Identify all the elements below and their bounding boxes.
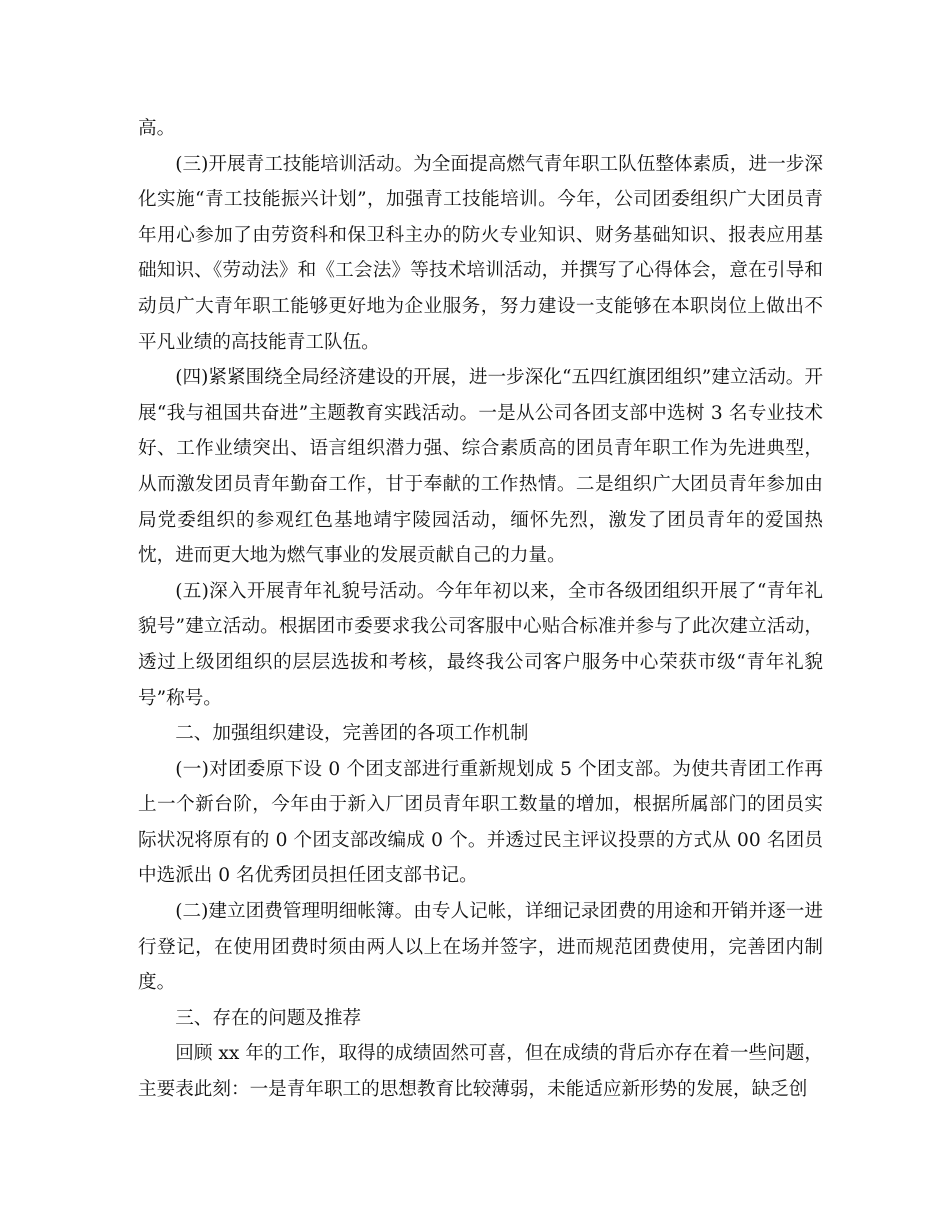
paragraph-economic-construction: (四)紧紧围绕全局经济建设的开展，进一步深化“五四红旗团组织”建立活动。开展“我与祖国共奋进”主题教育实践活动。一是从公司各团支部中选树 3 名专业技术好、工作业绩突出、语言组织潜力强、综合素质高的团员青年职工作为先进典型，从而激发团员青年勤奋工作，甘于奉献的工作热情。二是组织广大团员青年参加由局党委组织的参观红色基地靖宇陵园活动，缅怀先烈，激发了团员青年的爱国热忱，进而更大地为燃气事业的发展贡献自己的力量。: [138, 367, 823, 567]
section-heading-problems: 三、存在的问题及推荐: [175, 1007, 362, 1029]
section-heading-organization: 二、加强组织建设，完善团的各项工作机制: [175, 723, 529, 745]
paragraph-review: 回顾 xx 年的工作，取得的成绩固然可喜，但在成绩的背后亦存在着一些问题，主要表此刻：一是青年职工的思想教育比较薄弱，未能适应新形势的发展，缺乏创: [138, 1043, 823, 1101]
paragraph-branch-restructure: (一)对团委原下设 0 个团支部进行重新规划成 5 个团支部。为使共青团工作再上一个新台阶，今年由于新入厂团员青年职工数量的增加，根据所属部门的团员实际状况将原有的 0 个团支部改编成 0 个。并透过民主评议投票的方式从 00 名团员中选派出 0 名优秀团员担任团支部书记。: [138, 758, 823, 887]
paragraph-youth-civility: (五)深入开展青年礼貌号活动。今年年初以来，全市各级团组织开展了“青年礼貌号”建立活动。根据团市委要求我公司客服中心贴合标准并参与了此次建立活动，透过上级团组织的层层选拔和考核，最终我公司客户服务中心荣获市级“青年礼貌号”称号。: [138, 580, 823, 709]
document-page: [138, 111, 823, 1108]
paragraph-youth-skills-training: (三)开展青工技能培训活动。为全面提高燃气青年职工队伍整体素质，进一步深化实施“青工技能振兴计划”，加强青工技能培训。今年，公司团委组织广大团员青年用心参加了由劳资科和保卫科主办的防火专业知识、财务基础知识、报表应用基础知识、《劳动法》和《工会法》等技术培训活动，并撰写了心得体会，意在引导和动员广大青年职工能够更好地为企业服务，努力建设一支能够在本职岗位上做出不平凡业绩的高技能青工队伍。: [138, 153, 823, 353]
paragraph-dues-ledger: (二)建立团费管理明细帐簿。由专人记帐，详细记录团费的用途和开销并逐一进行登记，在使用团费时须由两人以上在场并签字，进而规范团费使用，完善团内制度。: [138, 901, 823, 994]
paragraph-continuation: 高。: [138, 118, 176, 139]
